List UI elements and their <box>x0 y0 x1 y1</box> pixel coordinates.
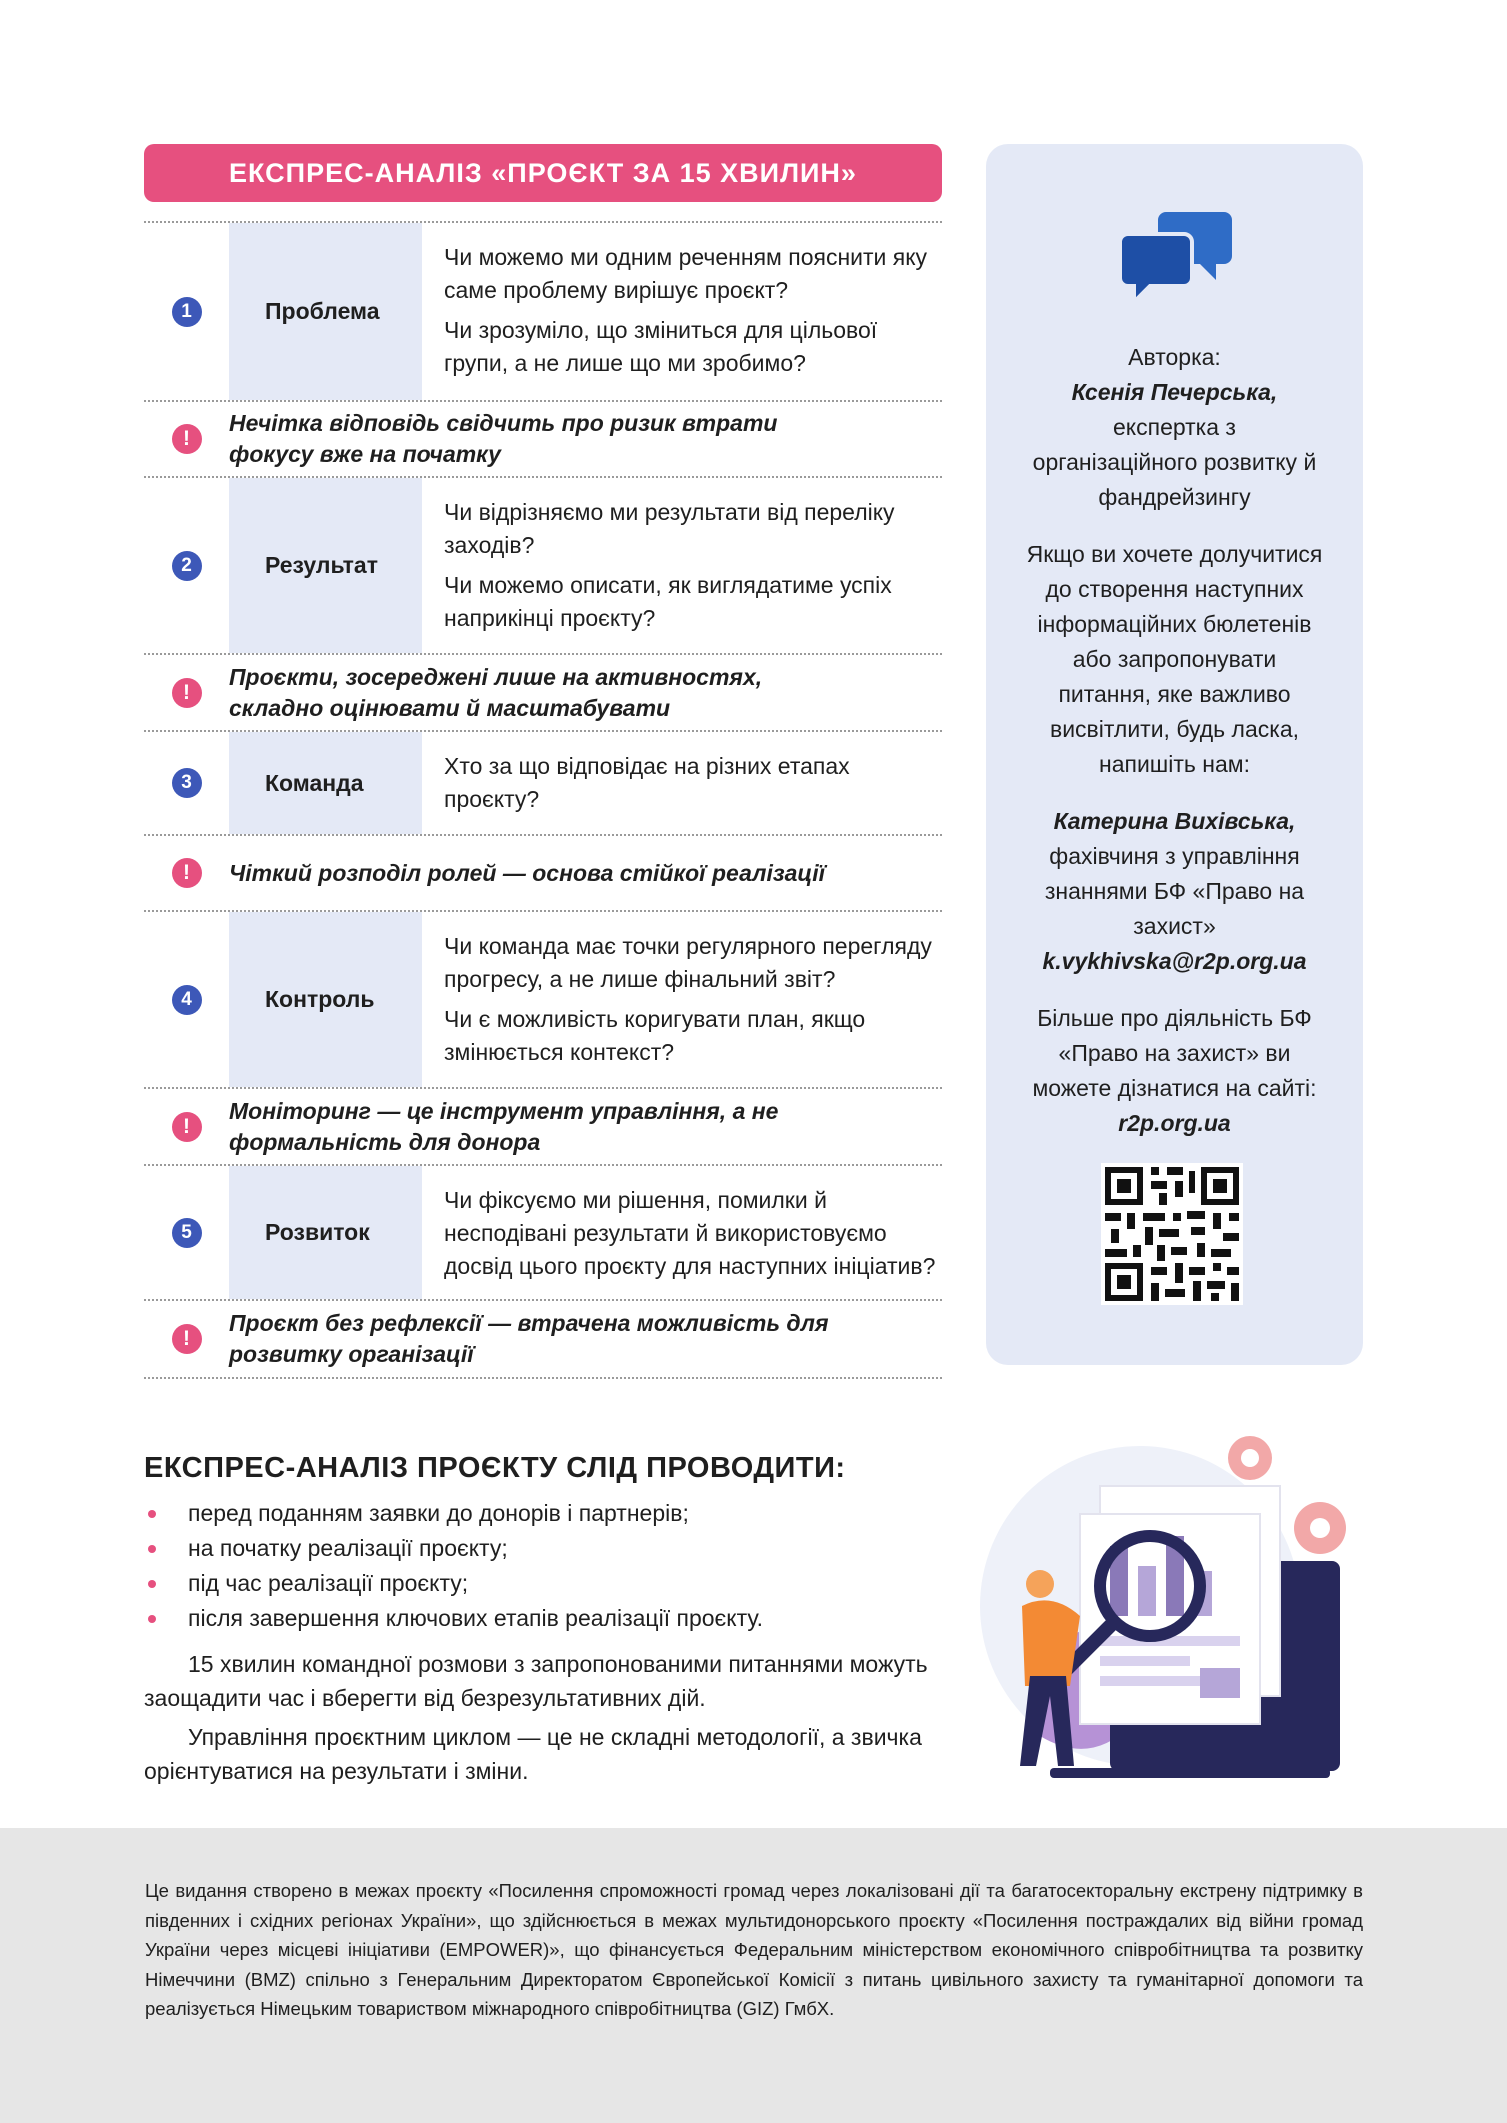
chat-bubbles-icon <box>1120 208 1232 302</box>
question-text: Хто за що відповідає на різних етапах проєкту? <box>444 753 850 812</box>
invite-text: Якщо ви хочете долучитися до створення наступних інформаційних бюлетенів або запропонувати питання, яке важливо висвітлити, будь ласка, напишіть нам: <box>1026 541 1323 777</box>
checklist-table <box>144 221 942 1379</box>
contact-email[interactable]: k.vykhivska@r2p.org.ua <box>1042 948 1307 974</box>
more-info-text: Більше про діяльність БФ «Право на захист» ви можете дізнатися на сайті: <box>1032 1005 1317 1101</box>
footer-text: Це видання створено в межах проєкту «Посилення спроможності громад через локалізовані дії та багатосекторальну екстрену підтримку в південних і східних регіонах України», що здійснюється в межах мультидонорського проєкту «Посилення постраждалих від війни громад України через місцеві ініціативи (EMPOWER)», що фінансується Федеральним міністерством економічного співробітництва та розвитку Німеччини (BMZ) спільно з Генеральним Директоратом Європейської Комісії з питань цивільного захисту та гуманітарної допомоги та реалізується Німецьким товариством міжнародного співробітництва (GIZ) ГмбХ. <box>145 1880 1363 2019</box>
exclamation-icon: ! <box>172 1324 202 1354</box>
header-banner <box>144 144 942 202</box>
question-row-development <box>144 1166 942 1301</box>
warning-row <box>144 1089 942 1166</box>
analysis-paragraph-2: Управління проєктним циклом — це не складні методології, а звичка орієнтуватися на результати і зміни. <box>144 1724 922 1784</box>
questions <box>422 478 942 653</box>
warning-text: Чіткий розподіл ролей — основа стійкої реалізації <box>229 859 826 886</box>
footer <box>0 1828 1507 2123</box>
questions <box>422 1166 942 1299</box>
list-item: після завершення ключових етапів реалізації проєкту. <box>144 1601 954 1636</box>
question-row-problem <box>144 221 942 402</box>
questions <box>422 912 942 1087</box>
list-item: під час реалізації проєкту; <box>144 1566 954 1601</box>
exclamation-icon: ! <box>172 1112 202 1142</box>
author-name: Ксенія Печерська, <box>1071 379 1278 405</box>
step-number-4: 4 <box>172 985 202 1015</box>
list-item: перед поданням заявки до донорів і партнерів; <box>144 1496 954 1531</box>
header-title: ЕКСПРЕС-АНАЛІЗ «ПРОЄКТ ЗА 15 ХВИЛИН» <box>229 157 857 188</box>
warning-row <box>144 836 942 912</box>
analysis-paragraph-1: 15 хвилин командної розмови з запропонованими питаннями можуть заощадити час і вберегти від безрезультативних дій. <box>144 1651 928 1711</box>
exclamation-icon: ! <box>172 424 202 454</box>
exclamation-icon: ! <box>172 678 202 708</box>
question-text: Чи зрозуміло, що зміниться для цільової групи, а не лише що ми зробимо? <box>444 317 878 376</box>
warning-text: Моніторинг — це інструмент управління, а не формальність для донора <box>229 1097 779 1155</box>
questions <box>422 732 942 834</box>
warning-text: Проєкти, зосереджені лише на активностях, складно оцінювати й масштабувати <box>229 663 763 721</box>
info-sidebar <box>986 144 1363 1365</box>
step-number-5: 5 <box>172 1218 202 1248</box>
question-text: Чи можемо описати, як виглядатиме успіх наприкінці проєкту? <box>444 572 892 631</box>
website-link[interactable]: r2p.org.ua <box>1118 1110 1231 1136</box>
warning-row <box>144 402 942 478</box>
step-number-1: 1 <box>172 297 202 327</box>
step-number-2: 2 <box>172 551 202 581</box>
question-text: Чи можемо ми одним реченням пояснити яку саме проблему вирішує проєкт? <box>444 244 928 303</box>
questions <box>422 223 942 400</box>
step-label-problem: Проблема <box>229 223 422 400</box>
warning-row <box>144 1301 942 1379</box>
contact-name: Катерина Вихівська, <box>1053 808 1296 834</box>
question-text: Чи відрізняємо ми результати від переліку заходів? <box>444 499 895 558</box>
warning-text: Проєкт без рефлексії — втрачена можливість для розвитку організації <box>229 1310 829 1367</box>
step-label-development: Розвиток <box>229 1166 422 1299</box>
qr-code[interactable] <box>1101 1163 1243 1305</box>
question-row-team <box>144 732 942 836</box>
step-label-team: Команда <box>229 732 422 834</box>
step-label-control: Контроль <box>229 912 422 1087</box>
author-label: Авторка: <box>1128 344 1221 370</box>
question-text: Чи фіксуємо ми рішення, помилки й несподівані результати й використовуємо досвід цього проєкту для наступних ініціатив? <box>444 1187 936 1279</box>
analysis-illustration <box>970 1436 1370 1786</box>
author-role: експертка з організаційного розвитку й фандрейзингу <box>1032 414 1317 510</box>
exclamation-icon: ! <box>172 858 202 888</box>
analysis-title: ЕКСПРЕС-АНАЛІЗ ПРОЄКТУ СЛІД ПРОВОДИТИ: <box>144 1452 846 1484</box>
warning-text: Нечітка відповідь свідчить про ризик втрати фокусу вже на початку <box>229 410 778 467</box>
question-text: Чи є можливість коригувати план, якщо змінюється контекст? <box>444 1006 866 1065</box>
question-row-control <box>144 912 942 1089</box>
warning-row <box>144 655 942 732</box>
step-number-3: 3 <box>172 768 202 798</box>
question-text: Чи команда має точки регулярного перегляду прогресу, а не лише фінальний звіт? <box>444 933 932 992</box>
list-item: на початку реалізації проєкту; <box>144 1531 954 1566</box>
analysis-list <box>144 1496 954 1636</box>
question-row-result <box>144 478 942 655</box>
contact-role: фахівчиня з управління знаннями БФ «Право на захист» <box>1044 843 1305 939</box>
step-label-result: Результат <box>229 478 422 653</box>
